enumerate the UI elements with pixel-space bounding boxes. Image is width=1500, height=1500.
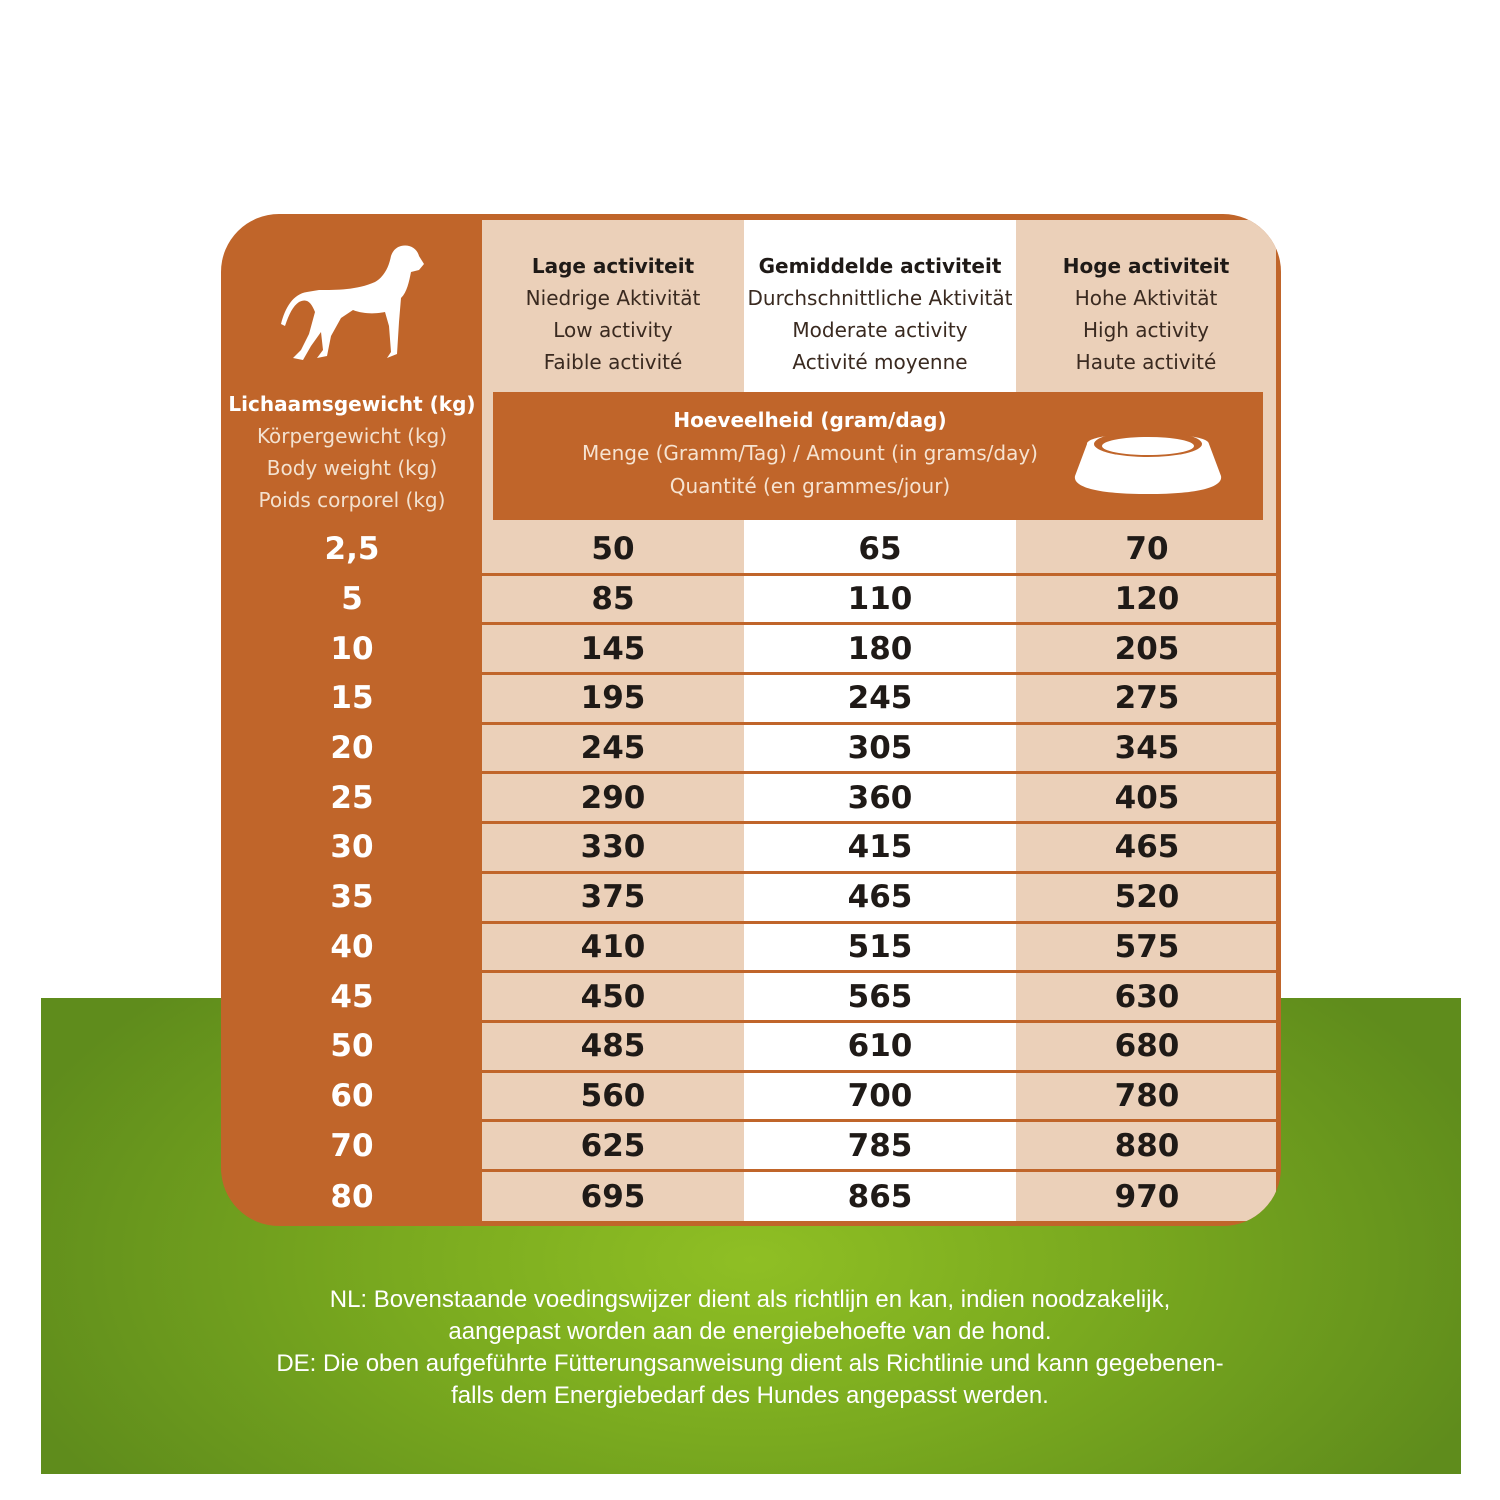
moderate-activity-cell: 110: [847, 581, 913, 618]
low-activity-cell: 290: [580, 779, 646, 816]
food-bowl-icon: [1073, 416, 1223, 498]
moderate-activity-cell: 245: [847, 680, 913, 717]
table-row: [221, 625, 1281, 675]
amount-header: [493, 392, 1263, 520]
weight-cell: 70: [330, 1127, 374, 1164]
moderate-activity-cell: 565: [847, 978, 913, 1015]
high-activity-cell: 120: [1114, 581, 1180, 618]
moderate-activity-header: [744, 250, 1016, 378]
low-activity-cell: 85: [591, 581, 635, 618]
high-activity-cell: 70: [1125, 531, 1169, 568]
high-activity-de: Hohe Aktivität: [1074, 286, 1218, 310]
low-activity-cell: 50: [591, 531, 635, 568]
weight-cell: 10: [330, 630, 374, 667]
amount-text: [493, 404, 1127, 503]
low-activity-cell: 195: [580, 680, 646, 717]
high-activity-cell: 345: [1114, 730, 1180, 767]
weight-cell: 40: [330, 928, 374, 965]
weight-label-fr: Poids corporel (kg): [258, 488, 446, 512]
weight-cell: 25: [330, 779, 374, 816]
moderate-activity-en: Moderate activity: [792, 318, 968, 342]
weight-cell: 60: [330, 1077, 374, 1114]
table-row: [221, 725, 1281, 775]
weight-header: [221, 388, 483, 516]
low-activity-cell: 375: [580, 879, 646, 916]
moderate-activity-cell: 305: [847, 730, 913, 767]
table-row: [221, 824, 1281, 874]
high-activity-cell: 465: [1114, 829, 1180, 866]
weight-cell: 30: [330, 829, 374, 866]
table-row: [221, 526, 1281, 576]
table-row: [221, 874, 1281, 924]
moderate-activity-cell: 865: [847, 1178, 913, 1215]
table-row: [221, 675, 1281, 725]
moderate-activity-cell: 700: [847, 1077, 913, 1114]
low-activity-fr: Faible activité: [543, 350, 683, 374]
weight-cell: 2,5: [324, 531, 380, 568]
high-activity-nl: Hoge activiteit: [1062, 254, 1230, 278]
low-activity-header: [482, 250, 744, 378]
low-activity-cell: 330: [580, 829, 646, 866]
low-activity-cell: 695: [580, 1178, 646, 1215]
high-activity-cell: 205: [1114, 630, 1180, 667]
moderate-activity-de: Durchschnittliche Aktivität: [747, 286, 1013, 310]
footnote-line: NL: Bovenstaande voedingswijzer dient als richtlijn en kan, indien noodzakelijk,: [329, 1286, 1171, 1313]
moderate-activity-cell: 610: [847, 1028, 913, 1065]
table-row: [221, 924, 1281, 974]
footnote-line: DE: Die oben aufgeführte Fütterungsanweisung dient als Richtlinie und kann gegebenen-: [276, 1350, 1224, 1377]
table-row: [221, 1073, 1281, 1123]
high-activity-cell: 405: [1114, 779, 1180, 816]
table-row: [221, 1122, 1281, 1172]
footnote: [140, 1284, 1360, 1412]
high-activity-cell: 630: [1114, 978, 1180, 1015]
high-activity-fr: Haute activité: [1075, 350, 1217, 374]
high-activity-cell: 780: [1114, 1077, 1180, 1114]
table-body: [221, 526, 1281, 1222]
high-activity-cell: 275: [1114, 680, 1180, 717]
high-activity-en: High activity: [1082, 318, 1210, 342]
table-row: [221, 973, 1281, 1023]
weight-cell: 80: [330, 1178, 374, 1215]
footnote-line: falls dem Energiebedarf des Hundes angepasst werden.: [451, 1382, 1049, 1409]
weight-label-nl: Lichaamsgewicht (kg): [228, 392, 476, 416]
weight-cell: 35: [330, 879, 374, 916]
weight-cell: 5: [341, 581, 363, 618]
low-activity-cell: 450: [580, 978, 646, 1015]
high-activity-cell: 680: [1114, 1028, 1180, 1065]
moderate-activity-cell: 785: [847, 1127, 913, 1164]
low-activity-en: Low activity: [553, 318, 673, 342]
moderate-activity-cell: 465: [847, 879, 913, 916]
high-activity-header: [1016, 250, 1276, 378]
low-activity-cell: 145: [580, 630, 646, 667]
low-activity-cell: 410: [580, 928, 646, 965]
table-row: [221, 1023, 1281, 1073]
table-row: [221, 1172, 1281, 1222]
amount-label-fr: Quantité (en grammes/jour): [669, 474, 951, 498]
low-activity-cell: 560: [580, 1077, 646, 1114]
low-activity-nl: Lage activiteit: [531, 254, 695, 278]
low-activity-cell: 625: [580, 1127, 646, 1164]
weight-cell: 45: [330, 978, 374, 1015]
high-activity-cell: 880: [1114, 1127, 1180, 1164]
high-activity-cell: 970: [1114, 1178, 1180, 1215]
low-activity-cell: 245: [580, 730, 646, 767]
weight-label-en: Body weight (kg): [266, 456, 438, 480]
moderate-activity-nl: Gemiddelde activiteit: [758, 254, 1002, 278]
amount-label-nl: Hoeveelheid (gram/dag): [673, 408, 947, 432]
moderate-activity-cell: 515: [847, 928, 913, 965]
moderate-activity-cell: 65: [858, 531, 902, 568]
feeding-table: [221, 214, 1281, 1226]
moderate-activity-fr: Activité moyenne: [792, 350, 968, 374]
high-activity-cell: 520: [1114, 879, 1180, 916]
footnote-line: aangepast worden aan de energiebehoefte van de hond.: [448, 1318, 1052, 1345]
weight-label-de: Körpergewicht (kg): [256, 424, 448, 448]
weight-cell: 15: [330, 680, 374, 717]
table-row: [221, 774, 1281, 824]
amount-label-de-en: Menge (Gramm/Tag) / Amount (in grams/day): [582, 441, 1038, 465]
low-activity-cell: 485: [580, 1028, 646, 1065]
weight-cell: 20: [330, 730, 374, 767]
low-activity-de: Niedrige Aktivität: [525, 286, 701, 310]
dog-silhouette-icon: [281, 242, 431, 364]
moderate-activity-cell: 415: [847, 829, 913, 866]
table-row: [221, 576, 1281, 626]
moderate-activity-cell: 360: [847, 779, 913, 816]
moderate-activity-cell: 180: [847, 630, 913, 667]
high-activity-cell: 575: [1114, 928, 1180, 965]
weight-cell: 50: [330, 1028, 374, 1065]
